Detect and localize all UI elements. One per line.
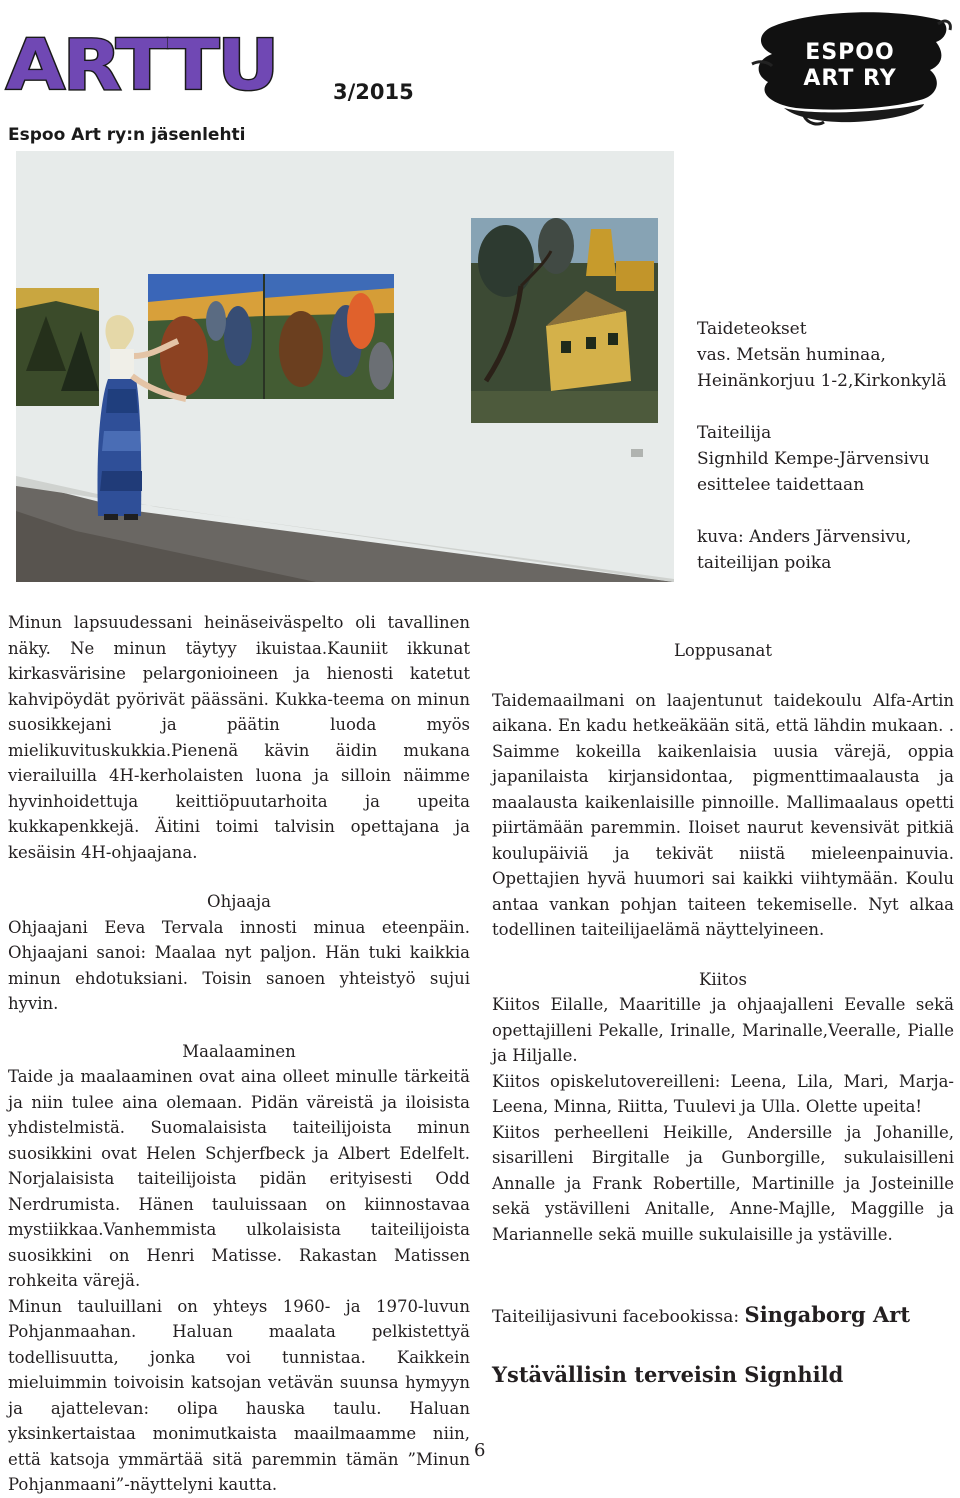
section-heading-maalaaminen: Maalaaminen bbox=[182, 1041, 296, 1061]
section-heading-ohjaaja: Ohjaaja bbox=[207, 892, 271, 911]
facebook-prefix: Taiteilijasivuni facebookissa: bbox=[492, 1307, 745, 1327]
kiitos-paragraph: Kiitos opiskelutovereilleni: Leena, Lila, Mari, Marja-Leena, Minna, Riitta, Tuulevi ja Ulla. Olette upeita! bbox=[492, 1071, 954, 1116]
left-article-column bbox=[8, 610, 470, 1498]
maalaaminen-paragraph: Taide ja maalaaminen ovat aina olleet minulle tärkeitä ja niin tulee aina olemaan. Pidän väreistä ja iloisista yhdistelmistä. Suomalaisista taiteilijoista minun suosikkini ovat Helen Schjerfbeck ja Albert Edelfelt. Norjalaisista taiteilijoista pidän erityisesti Odd Nerdrumista. Hänen tauluissaan on kiinnostavaa mystiikkaa.Vanhemmista ulkolaisista taiteilijoista suosikkini on Henri Matisse. Rakastan Matissen rohkeita värejä. bbox=[8, 1067, 470, 1290]
masthead-logo bbox=[6, 23, 278, 108]
ohjaaja-paragraph: Ohjaajani Eeva Tervala innosti minua eteenpäin. Ohjaajani sanoi: Maalaa nyt paljon. Hän tuki kaikkia minun ehdotuksiani. Toisin sanoen yhteistyö sujui hyvin. bbox=[8, 917, 470, 1013]
espoo-art-logo bbox=[744, 4, 956, 130]
publication-subtitle: Espoo Art ry:n jäsenlehti bbox=[8, 125, 246, 145]
exhibition-photo bbox=[16, 151, 674, 582]
caption-line: Signhild Kempe-Järvensivu bbox=[697, 449, 930, 469]
caption-credit: taiteilijan poika bbox=[697, 553, 832, 573]
kiitos-paragraph: Kiitos perheelleni Heikille, Andersille ja Johanille, sisarilleni Birgitalle ja Gunborgille, sukulaisilleni Annalle ja Frank Robertille, Martinille ja Josteinille sekä ystävilleni Anitalle, Anne-Majlle, Maggille ja Mariannelle sekä muille sukulaisille ja ystäville. bbox=[492, 1122, 954, 1244]
issue-number: 3/2015 bbox=[333, 80, 414, 104]
photo-caption bbox=[697, 316, 947, 576]
loppusanat-paragraph: Taidemaailmani on laajentunut taidekoulu Alfa-Artin aikana. En kadu hetkeäkään sitä, että lähdin mukaan. . Saimme kokeilla kaikenlaisia uusia värejä, oppia japanilaista kirjansidontaa, pigmenttimaalausta ja maalausta kaikenlaisille pinnoille. Mallimaalaus opetti piirtämään paremmin. Iloiset naurut kevensivät pitkiä koulupäiviä ja tekivät niistä mieleenpainuvia. Opettajien hyvä huumori sai kaikki viihtymään. Koulu antaa vankan pohjan taiteen tekemiselle. Nyt alkaa todellinen taiteilijaelämä näyttelyineen. bbox=[492, 690, 954, 939]
facebook-line bbox=[492, 1302, 910, 1327]
masthead-title: ARTTU bbox=[6, 23, 278, 106]
kiitos-paragraph: Kiitos Eilalle, Maaritille ja ohjaajalleni Eevalle sekä opettajilleni Pekalle, Irinalle, Marinalle,Veeralle, Pialle ja Hiljalle. bbox=[492, 995, 954, 1065]
closing-regards: Ystävällisin terveisin Signhild bbox=[492, 1362, 844, 1387]
caption-line: vas. Metsän huminaa, bbox=[697, 345, 886, 365]
right-article-column bbox=[492, 638, 954, 1247]
section-heading-loppusanat: Loppusanat bbox=[673, 641, 773, 660]
caption-line: esittelee taidettaan bbox=[697, 475, 865, 495]
caption-credit: kuva: Anders Järvensivu, bbox=[697, 527, 912, 547]
logo-line-1: ESPOO bbox=[805, 40, 895, 65]
section-heading-kiitos: Kiitos bbox=[699, 969, 747, 989]
intro-paragraph: Minun lapsuudessani heinäseiväspelto oli tavallinen näky. Ne minun täytyy ikuistaa.Kauniit ikkunat kirkasvärisine pelargonioineen ja hienosti katetut kahvipöydät pyörivät päässäni. Kukka-teema on minun suosikkejani ja päätin luoda myös mielikuvituskukkia.Pienenä kävin äidin mukana vierailuilla 4H-kerholaisten luona ja silloin näimme hyvinhoidettuja keittiöpuutarhoita ja upeita kukkapenkkejä. Äitini toimi talvisin opettajana ja kesäisin 4H-ohjaajana. bbox=[8, 613, 470, 862]
page-number: 6 bbox=[474, 1440, 486, 1461]
caption-line: Taiteilija bbox=[697, 423, 772, 443]
caption-line: Taideteokset bbox=[697, 319, 807, 339]
caption-line: Heinänkorjuu 1-2,Kirkonkylä bbox=[697, 371, 947, 391]
logo-line-2: ART RY bbox=[803, 66, 897, 91]
facebook-page-name: Singaborg Art bbox=[744, 1302, 911, 1327]
exhibition-scene-image bbox=[16, 151, 674, 582]
maalaaminen-paragraph: Minun tauluillani on yhteys 1960- ja 1970-luvun Pohjanmaahan. Haluan maalata pelkistettyä todellisuutta, jonka voi tunnistaa. Kaikkein mieluimmin toivoisin katsojan vetävän suunsa hymyyn ja ajattelevan: olipa hauska taulu. Haluan yksinkertaistaa monimutkaista maailmaamme niin, että katsoja ymmärtää sitä paremmin tämän ”Minun Pohjanmaani”-näyttelyni kautta. bbox=[8, 1296, 470, 1494]
